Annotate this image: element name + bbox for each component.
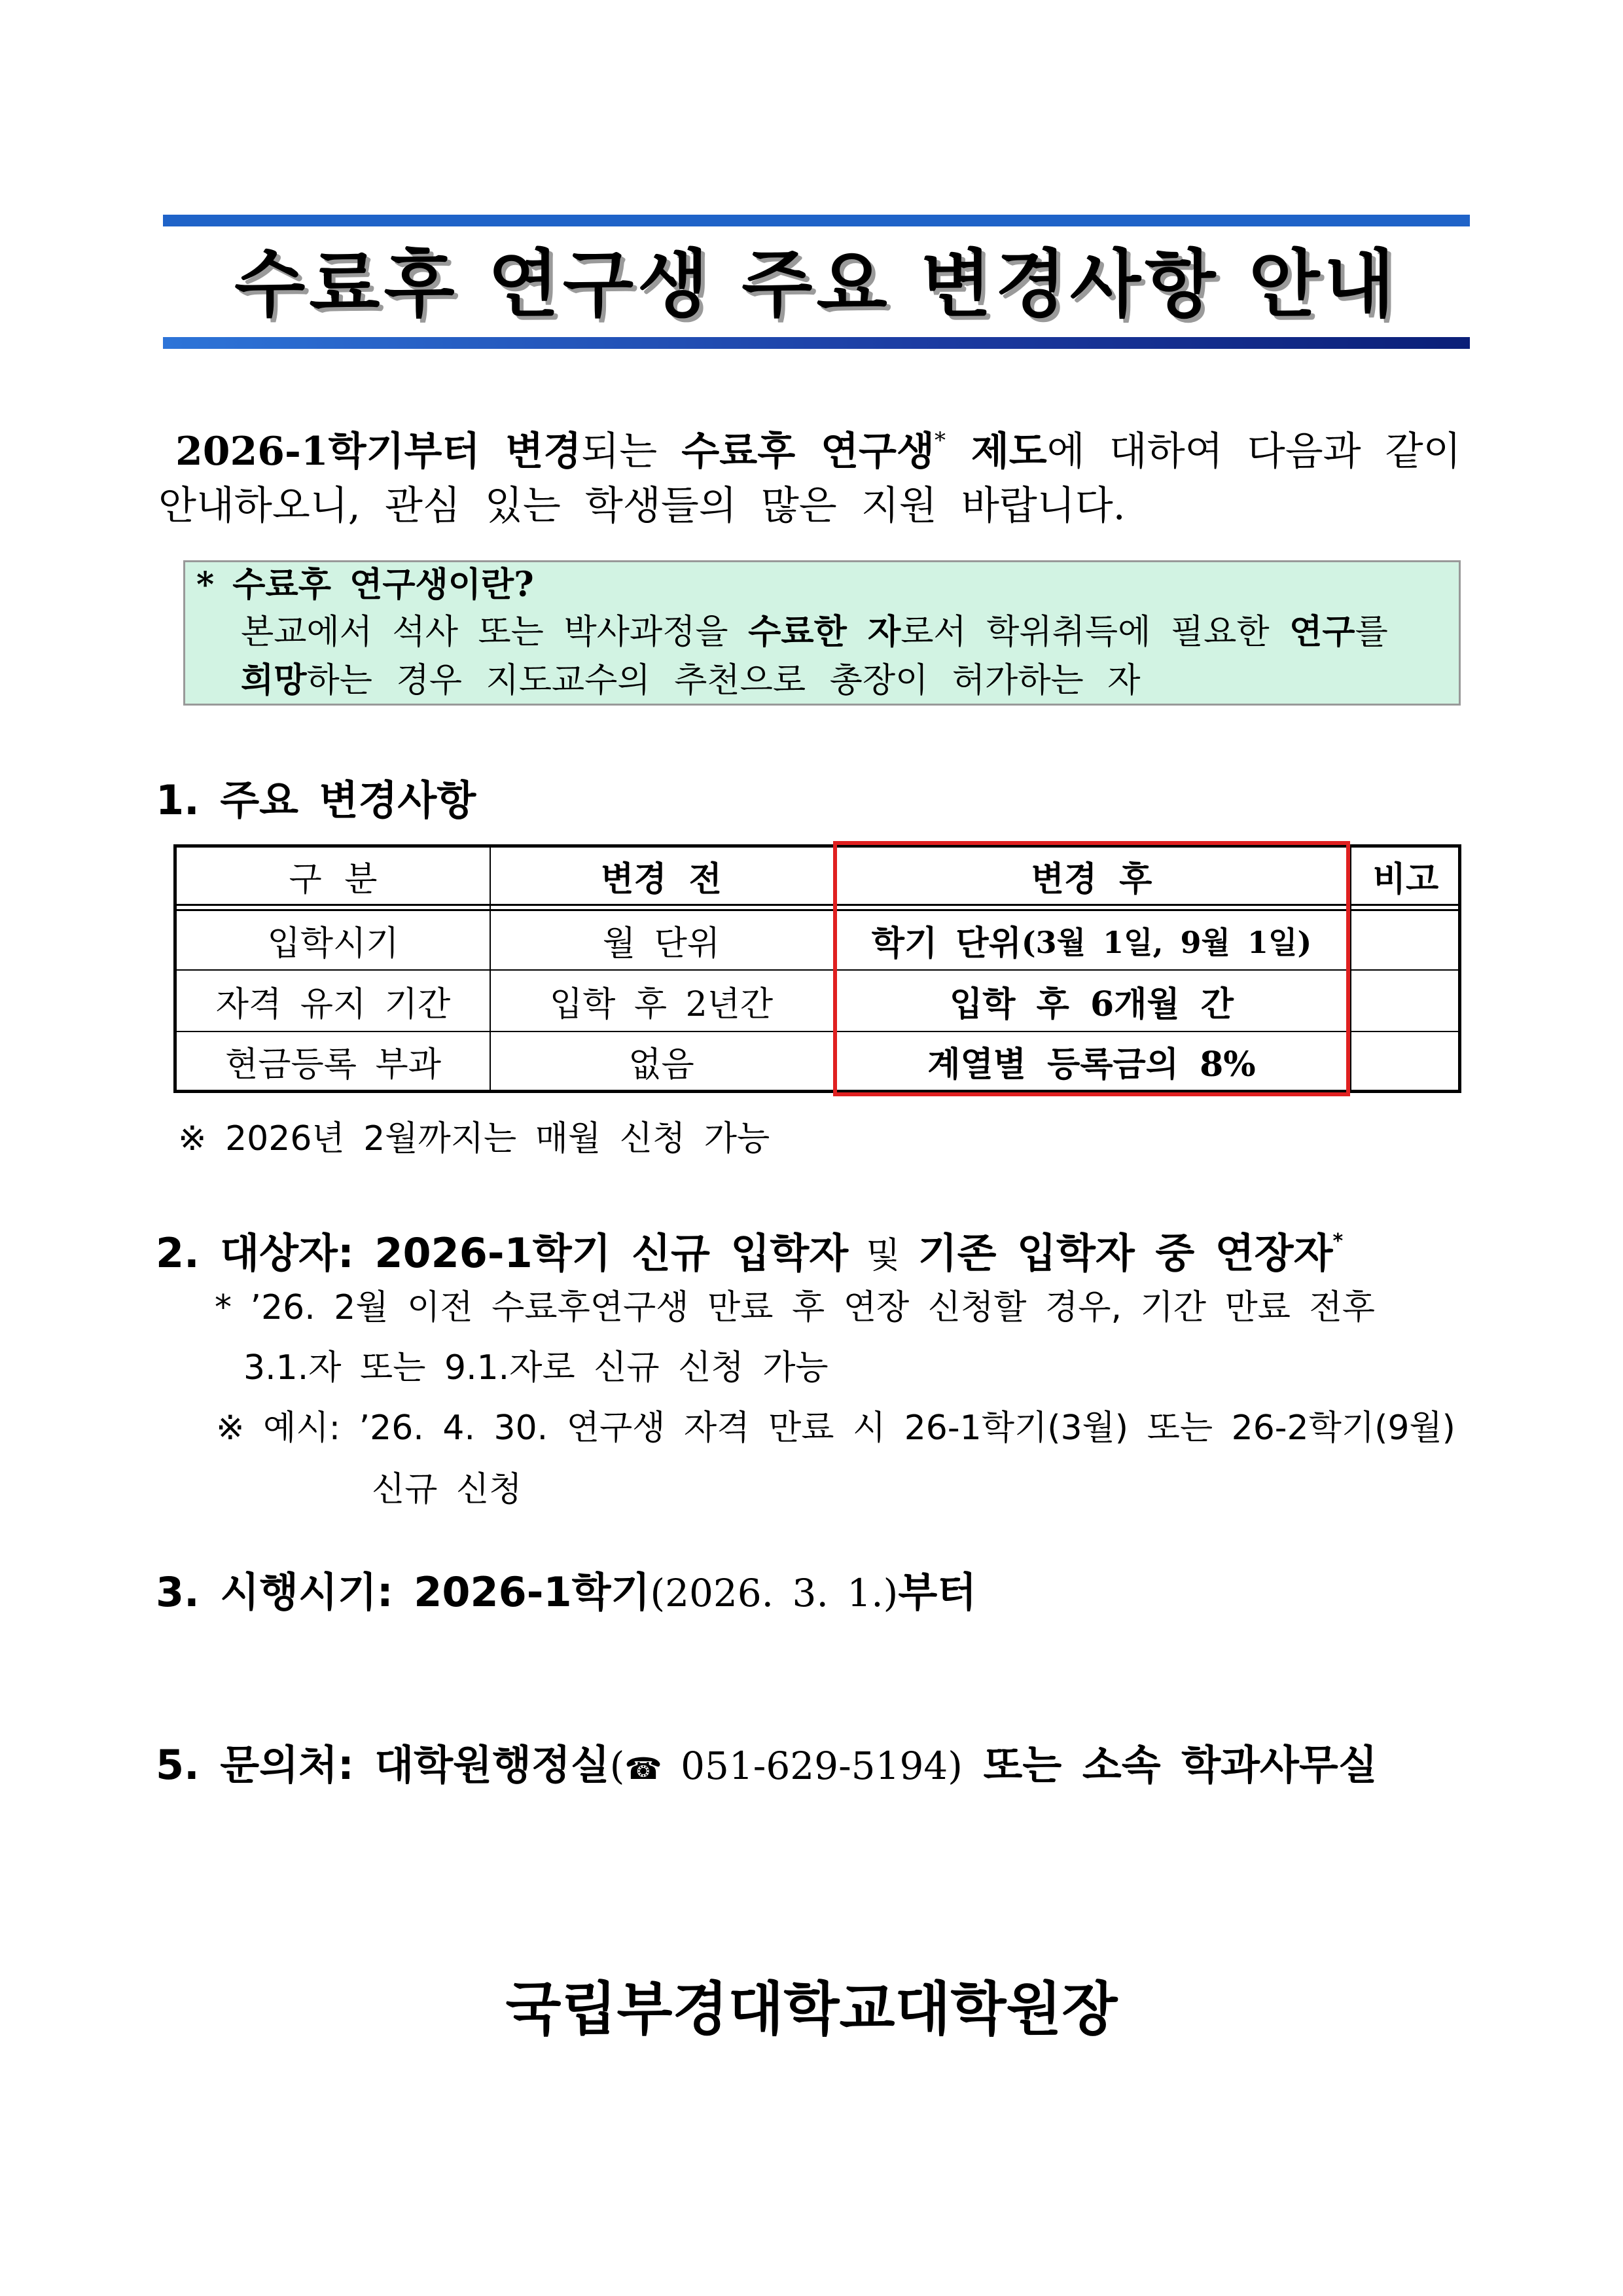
intro-researcher-bold: 수료후 연구생 [681,429,935,475]
table-row-3-note [1350,1032,1461,1090]
section-2-note-1-line-2: 3.1.자 또는 9.1.자로 신규 신청 가능 [243,1348,829,1388]
intro-semester-bold: 2026-1학기부터 변경 [175,429,582,475]
table-row-3-before: 없음 [628,1045,694,1085]
table-header-note: 비고 [1372,859,1439,899]
page-title: 수료후 연구생 주요 변경사항 안내 [234,242,1399,327]
section-3-heading: 3. 시행시기: 2026-1학기(2026. 3. 1.)부터 [156,1568,977,1616]
table-row-1-note [1350,911,1461,969]
table-header-category: 구 분 [289,859,378,899]
section-2-note-2-line-1: ※ 예시: ’26. 4. 30. 연구생 자격 만료 시 26-1학기(3월) 또는 26-2학기(9월) [216,1408,1455,1448]
intro-line-1: 2026-1학기부터 변경되는 수료후 연구생* 제도에 대하여 다음과 같이 [175,427,1461,475]
table-row-2-before: 입학 후 2년간 [549,984,774,1024]
signature: 국립부경대학교대학원장 [505,1975,1118,2043]
table-row-2-note [1350,971,1461,1031]
intro-system-bold: 제도 [945,429,1047,475]
table-row-1-category: 입학시기 [267,924,399,963]
section-2-note-1-line-1: * ’26. 2월 이전 수료후연구생 만료 후 연장 신청할 경우, 기간 만료 전후 [215,1288,1375,1327]
intro-line-2: 안내하오니, 관심 있는 학생들의 많은 지원 바랍니다. [158,483,1126,529]
section-2-note-2-line-2: 신규 신청 [372,1470,522,1509]
definition-line-3: 희망하는 경우 지도교수의 추천으로 총장이 허가하는 자 [241,660,1141,700]
table-row-3-category: 현금등록 부과 [225,1045,441,1085]
definition-heading: * 수료후 연구생이란? [196,565,534,605]
section-1-heading: 1. 주요 변경사항 [156,776,476,824]
intro-asterisk: * [934,427,946,454]
title-bar-bottom [163,337,1470,349]
table-row-2-category: 자격 유지 기간 [215,984,451,1024]
table-header-before: 변경 전 [601,859,722,899]
section-1-footnote: ※ 2026년 2월까지는 매월 신청 가능 [178,1119,770,1158]
table-row-1-after: 학기 단위 (3월 1일, 9월 1일) [871,924,1312,963]
title-bar-top [163,215,1470,226]
table-row-3-after: 계열별 등록금의 8% [927,1044,1256,1085]
section-2-heading: 2. 대상자: 2026-1학기 신규 입학자 및 기존 입학자 중 연장자* [156,1229,1344,1277]
after-column-highlight [833,841,1350,1096]
section-5-heading: 5. 문의처: 대학원행정실(☎ 051-629-5194) 또는 소속 학과사무실 [156,1741,1378,1789]
definition-line-2: 본교에서 석사 또는 박사과정을 수료한 자로서 학위취득에 필요한 연구를 [241,612,1388,652]
table-row-1-before: 월 단위 [602,924,721,963]
phone-number: 051-629-5194) [662,1744,963,1788]
table-row-2-after: 입학 후 6개월 간 [950,984,1234,1024]
table-header-after: 변경 후 [1031,859,1152,899]
telephone-icon: ☎ [624,1751,662,1786]
